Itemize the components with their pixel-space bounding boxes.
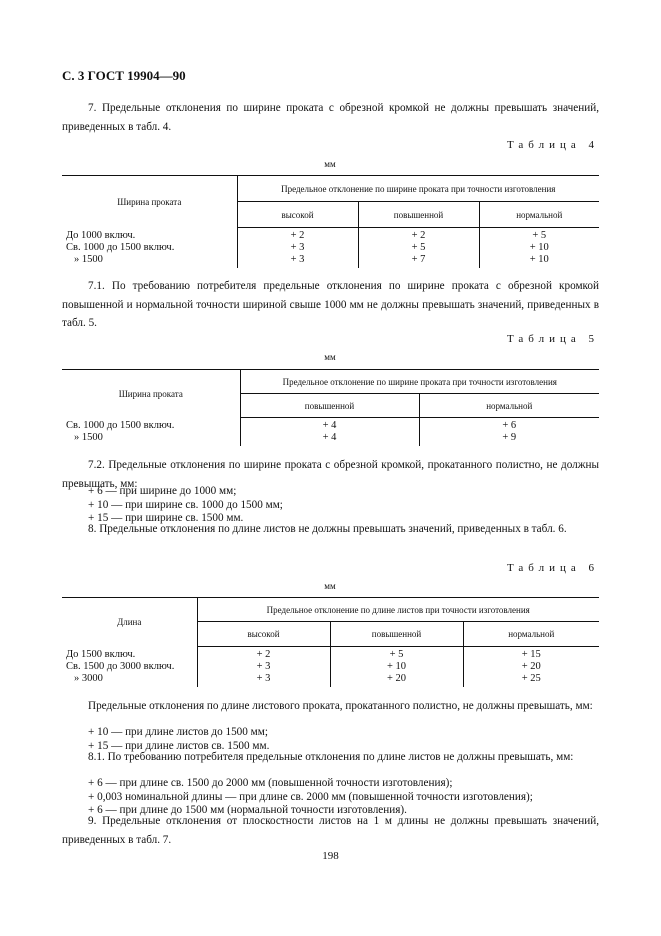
list-item: + 6 — при ширине до 1000 мм; [88, 485, 237, 497]
table-6-subhead: высокой [197, 622, 330, 647]
table-5-cell: + 9 [502, 432, 517, 443]
paragraph-length-text: Предельные отклонения по длине листового проката, прокатанного полистно, не должны превышать, мм: [88, 700, 593, 712]
table-6-unit: мм [324, 581, 336, 591]
table-5-col-increased [240, 418, 419, 447]
table-4-cell: + 2 [411, 230, 426, 241]
paragraph-7-1 [62, 277, 599, 333]
table-4 [62, 175, 599, 268]
paragraph-9 [62, 812, 599, 849]
table-5-caption: Таблица 5 [506, 333, 599, 345]
table-5-row-label: Св. 1000 до 1500 включ. [66, 419, 175, 431]
table-5-row-label: » 1500 [74, 431, 103, 443]
list-item: + 6 — при длине св. 1500 до 2000 мм (повышенной точности изготовления); [88, 777, 453, 789]
paragraph-8-1 [62, 748, 599, 767]
list-item: + 15 — при длине листов св. 1500 мм. [88, 740, 270, 752]
table-5-col-normal [419, 418, 599, 447]
table-4-unit: мм [324, 159, 336, 169]
list-item: + 15 — при ширине св. 1500 мм. [88, 512, 244, 524]
table-5-group-header: Предельное отклонение по ширине проката при точности изготовления [240, 370, 599, 394]
table-6-cell: + 10 [386, 661, 407, 672]
table-5-col-width: Ширина проката [62, 370, 240, 418]
list-item: + 0,003 номинальной длины — при длине св. 2000 мм (повышенной точности изготовления); [88, 791, 533, 803]
paragraph-8 [62, 520, 599, 539]
table-6-cell: + 5 [389, 649, 404, 660]
table-4-cell: + 5 [532, 230, 547, 241]
table-5-cell: + 4 [322, 432, 337, 443]
table-4-cell: + 10 [529, 254, 549, 265]
table-5 [62, 369, 599, 446]
table-4-col-increased [358, 228, 479, 269]
table-6-cell: + 20 [386, 673, 407, 684]
table-6-col-normal [463, 647, 599, 688]
table-4-col-high [237, 228, 358, 269]
table-6-cell: + 3 [256, 661, 271, 672]
table-4-cell: + 7 [411, 254, 426, 265]
table-4-col-width: Ширина проката [62, 176, 237, 228]
table-6-cell: + 3 [256, 673, 271, 684]
list-item: + 6 — при длине до 1500 мм (нормальной точности изготовления). [88, 804, 407, 816]
paragraph-8-1-text: 8.1. По требованию потребителя предельные отклонения по длине листов не должны превышать, мм: [88, 751, 574, 763]
table-4-row-label: Св. 1000 до 1500 включ. [66, 241, 175, 253]
table-4-subhead: нормальной [479, 202, 599, 228]
paragraph-length [62, 697, 599, 716]
table-5-cell: + 6 [502, 420, 517, 431]
table-5-subhead: повышенной [240, 394, 419, 418]
table-4-row-labels [62, 228, 237, 269]
table-4-cell: + 3 [290, 254, 305, 265]
paragraph-7-text: 7. Предельные отклонения по ширине проката с обрезной кромкой не должны превышать значений, приведенных в табл. 4. [62, 102, 599, 133]
table-4-col-normal [479, 228, 599, 269]
table-4-subhead: высокой [237, 202, 358, 228]
table-6-row-labels [62, 647, 197, 688]
paragraph-7-1-text: 7.1. По требованию потребителя предельные отклонения по ширине проката с обрезной кромкой повышенной и нормальной точности шириной свыше 1000 мм не должны превышать значений, приведенных в табл. 5. [62, 280, 599, 329]
table-4-caption: Таблица 4 [506, 139, 599, 151]
paragraph-9-text: 9. Предельные отклонения от плоскостности листов на 1 м длины не должны превышать значений, приведенных в табл. 7. [62, 815, 599, 846]
table-6-cell: + 15 [521, 649, 541, 660]
table-4-cell: + 10 [529, 242, 549, 253]
table-6-col-increased [330, 647, 463, 688]
table-6-col-length: Длина [62, 598, 197, 647]
table-4-subhead: повышенной [358, 202, 479, 228]
table-6-cell: + 20 [521, 661, 541, 672]
table-5-unit: мм [324, 352, 336, 362]
list-item: + 10 — при длине листов до 1500 мм; [88, 726, 268, 738]
table-6-row-label: » 3000 [74, 672, 103, 684]
table-4-cell: + 5 [411, 242, 426, 253]
paragraph-8-text: 8. Предельные отклонения по длине листов не должны превышать значений, приведенных в табл. 6. [88, 523, 567, 535]
table-6-group-header: Предельное отклонение по длине листов при точности изготовления [197, 598, 599, 622]
page-header: С. 3 ГОСТ 19904—90 [62, 68, 186, 83]
table-4-row-label: До 1000 включ. [66, 229, 136, 241]
table-5-row-labels [62, 418, 240, 447]
table-4-row-label: » 1500 [74, 253, 103, 265]
table-6-cell: + 2 [256, 649, 271, 660]
table-5-cell: + 4 [322, 420, 337, 431]
table-6-subhead: повышенной [330, 622, 463, 647]
paragraph-7-2-text: 7.2. Предельные отклонения по ширине проката с обрезной кромкой, прокатанного полистно, не должны превышать, мм: [62, 459, 599, 490]
table-6-caption: Таблица 6 [506, 562, 599, 574]
table-6-cell: + 25 [521, 673, 541, 684]
table-6 [62, 597, 599, 687]
table-6-row-label: До 1500 включ. [66, 648, 136, 660]
table-6-col-high [197, 647, 330, 688]
table-4-group-header: Предельное отклонение по ширине проката при точности изготовления [237, 176, 599, 202]
table-4-cell: + 3 [290, 242, 305, 253]
table-6-subhead: нормальной [463, 622, 599, 647]
list-item: + 10 — при ширине св. 1000 до 1500 мм; [88, 499, 283, 511]
paragraph-7 [62, 99, 599, 136]
table-4-cell: + 2 [290, 230, 305, 241]
page-number: 198 [322, 850, 339, 862]
table-5-subhead: нормальной [419, 394, 599, 418]
table-6-row-label: Св. 1500 до 3000 включ. [66, 660, 175, 672]
